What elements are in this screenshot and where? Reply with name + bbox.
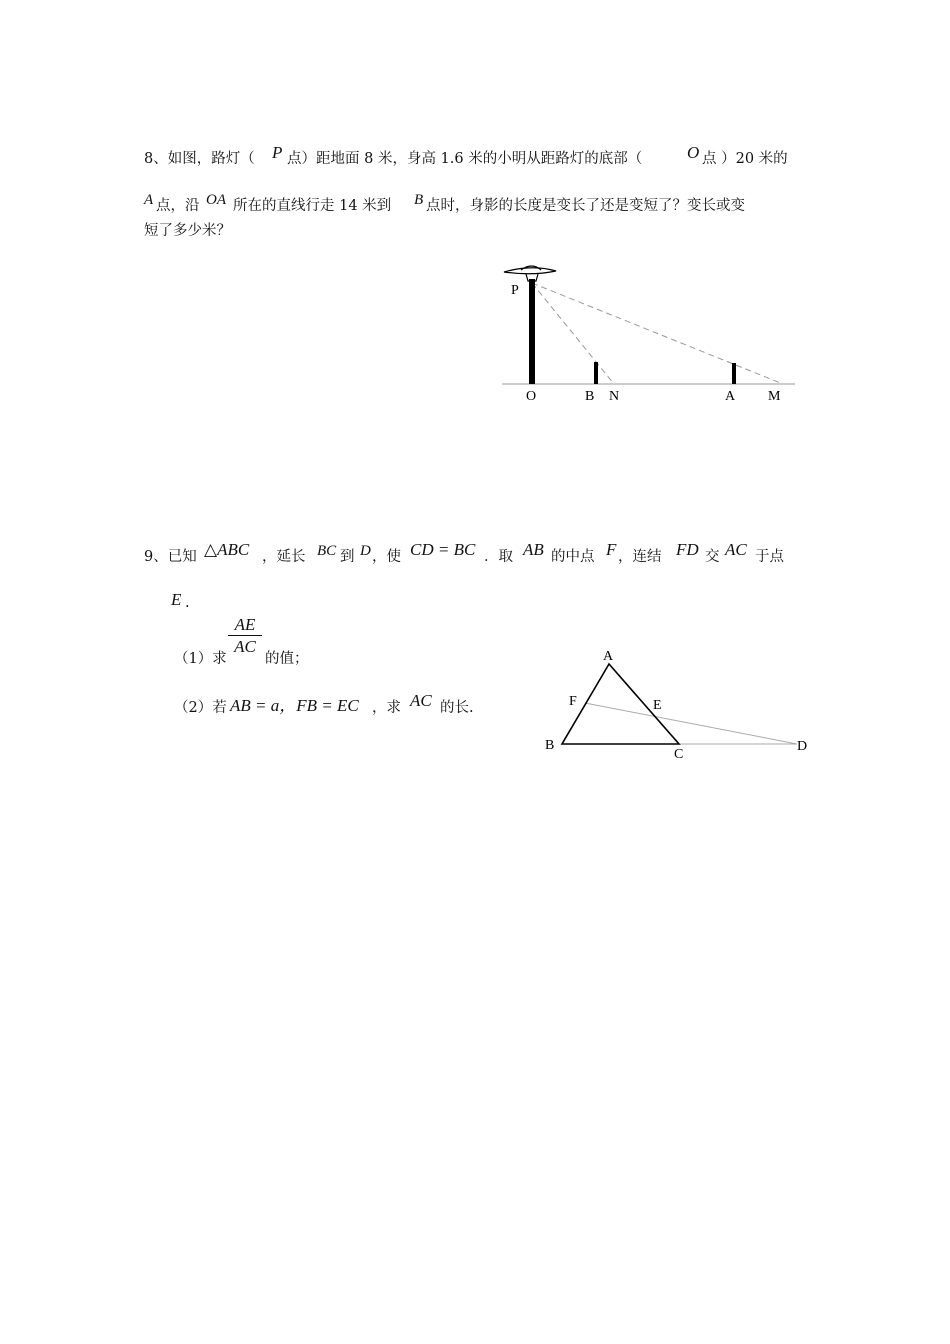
label-a: A [725, 389, 736, 404]
q9-ab: AB [523, 540, 544, 559]
label-e: E [653, 698, 662, 713]
label-f: F [569, 694, 577, 709]
q9-sub2-ac: AC [410, 691, 432, 710]
label-m: M [768, 389, 781, 404]
q9-part6: ，连结 [618, 549, 662, 565]
fraction-denominator: AC [234, 637, 256, 656]
q8-line1b: 点）距地面 8 米，身高 1.6 米的小明从距路灯的底部（ [287, 151, 643, 167]
label-d: D [797, 739, 808, 754]
q9-sub1-tail: 的值； [265, 651, 309, 667]
q8-line2a: 点，沿 [156, 198, 200, 214]
q9-sub2-label: （2）若 [174, 700, 227, 716]
q9-period: . [185, 595, 190, 611]
q9-bc: BC [317, 543, 337, 559]
label-b: B [585, 389, 595, 404]
q9-part5: 的中点 [551, 549, 595, 565]
fraction-numerator: AE [228, 615, 262, 636]
segment-fd [585, 703, 797, 744]
q9-sub2-tail: 的长. [440, 700, 474, 716]
q8-var-b: B [414, 192, 424, 208]
q9-f: F [606, 540, 617, 559]
q9-part7: 交 [705, 549, 720, 565]
q8-line3: 短了多少米？ [144, 223, 231, 239]
q9-fd: FD [676, 540, 699, 559]
q9-sub2-eq: AB = a，FB = EC [230, 696, 359, 715]
q9-part1: ，延长 [262, 549, 306, 565]
q8-line1c: 点 ）20 米的 [702, 151, 788, 167]
label-a: A [603, 649, 614, 664]
q9-sub1-label: （1）求 [174, 651, 227, 667]
label-n: N [609, 389, 620, 404]
q9-part3: ，使 [372, 549, 401, 565]
q9-prefix: 9、已知 [144, 549, 197, 565]
q8-var-p: P [272, 143, 283, 162]
q9-eq1: CD = BC [410, 540, 476, 559]
q9-part8: 于点 [755, 549, 784, 565]
q9-part2: 到 [340, 549, 355, 565]
q8-var-a: A [144, 192, 154, 208]
q8-var-o: O [687, 143, 700, 162]
q9-e: E [171, 590, 182, 609]
q9-d: D [360, 543, 371, 559]
label-c: C [674, 747, 684, 762]
q8-var-oa: OA [206, 192, 226, 208]
label-p: P [511, 283, 519, 298]
q9-ac: AC [725, 540, 747, 559]
label-o: O [526, 389, 537, 404]
q8-line2c: 点时，身影的长度是变长了还是变短了？变长或变 [426, 198, 745, 214]
q8-line1: 8、如图，路灯（ [144, 151, 255, 167]
q9-sub2-mid: ，求 [372, 700, 401, 716]
label-b: B [545, 738, 555, 753]
q9-part4: ．取 [484, 549, 513, 565]
q9-triangle: △ABC [204, 540, 250, 559]
q8-line2b: 所在的直线行走 14 米到 [233, 198, 392, 214]
